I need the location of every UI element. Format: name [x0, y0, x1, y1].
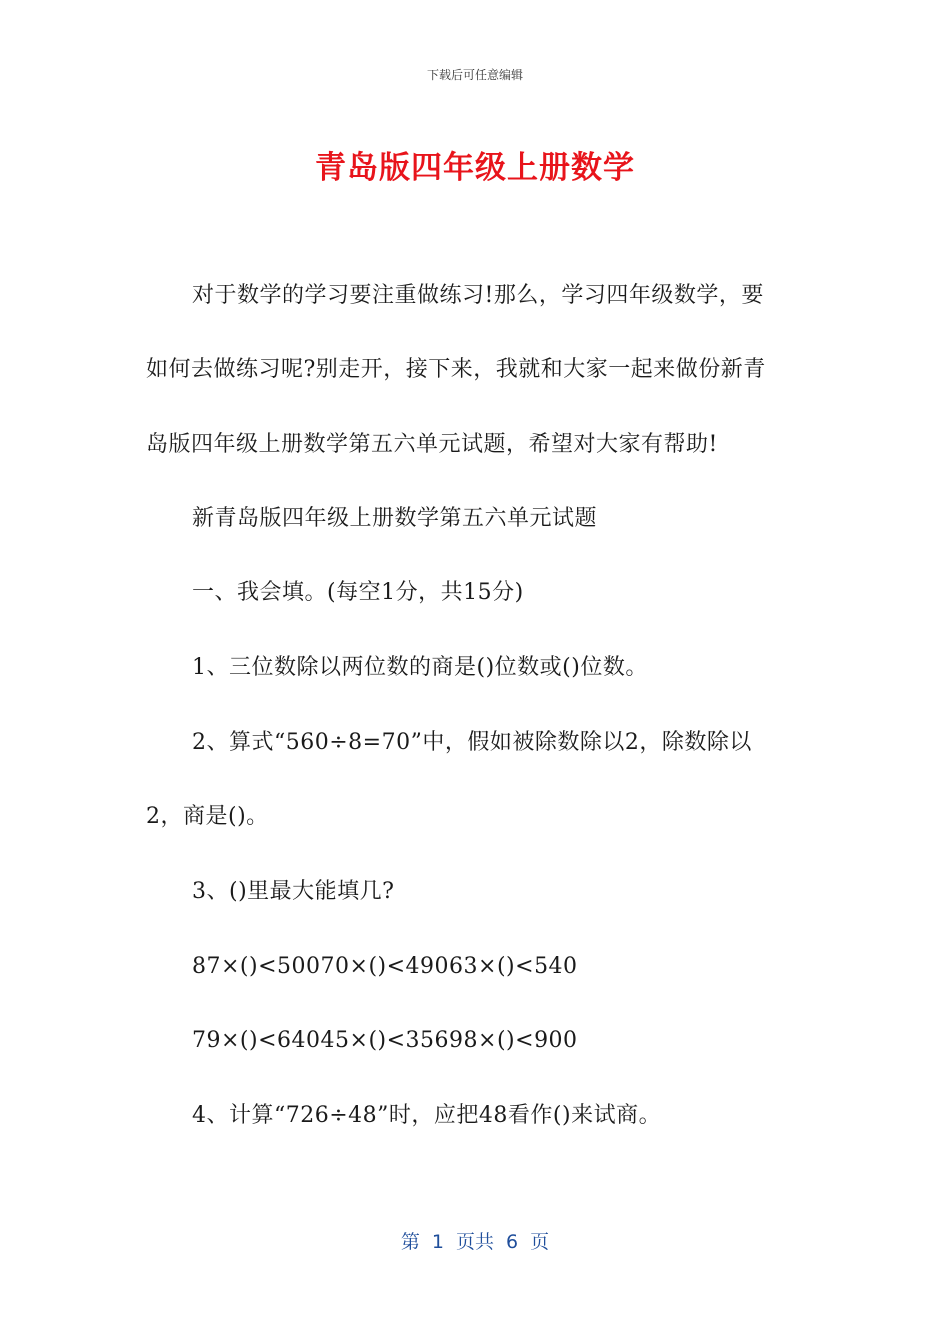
- question-3-row-2: 79×()<64045×()<35698×()<900: [192, 1028, 578, 1053]
- question-3: 3、()里最大能填几?: [192, 879, 395, 904]
- paragraph-line-1: 对于数学的学习要注重做练习!那么，学习四年级数学，要: [192, 283, 764, 308]
- document-title: 青岛版四年级上册数学: [315, 150, 635, 186]
- question-3-row-1: 87×()<50070×()<49063×()<540: [192, 954, 578, 979]
- question-group-heading: 一、我会填。(每空1分，共15分): [192, 580, 524, 605]
- question-2-line-2: 2，商是()。: [146, 804, 269, 829]
- question-2-line-1: 2、算式“560÷8=70”中，假如被除数除以2，除数除以: [192, 730, 752, 755]
- paragraph-line-2: 如何去做练习呢?别走开，接下来，我就和大家一起来做份新青: [146, 357, 766, 382]
- question-1: 1、三位数除以两位数的商是()位数或()位数。: [192, 655, 648, 680]
- question-4: 4、计算“726÷48”时，应把48看作()来试商。: [192, 1103, 662, 1128]
- paragraph-line-3: 岛版四年级上册数学第五六单元试题，希望对大家有帮助!: [146, 432, 718, 457]
- page-number-footer: 第 1 页共 6 页: [400, 1231, 550, 1253]
- header-note: 下载后可任意编辑: [426, 68, 523, 82]
- section-heading: 新青岛版四年级上册数学第五六单元试题: [192, 506, 598, 531]
